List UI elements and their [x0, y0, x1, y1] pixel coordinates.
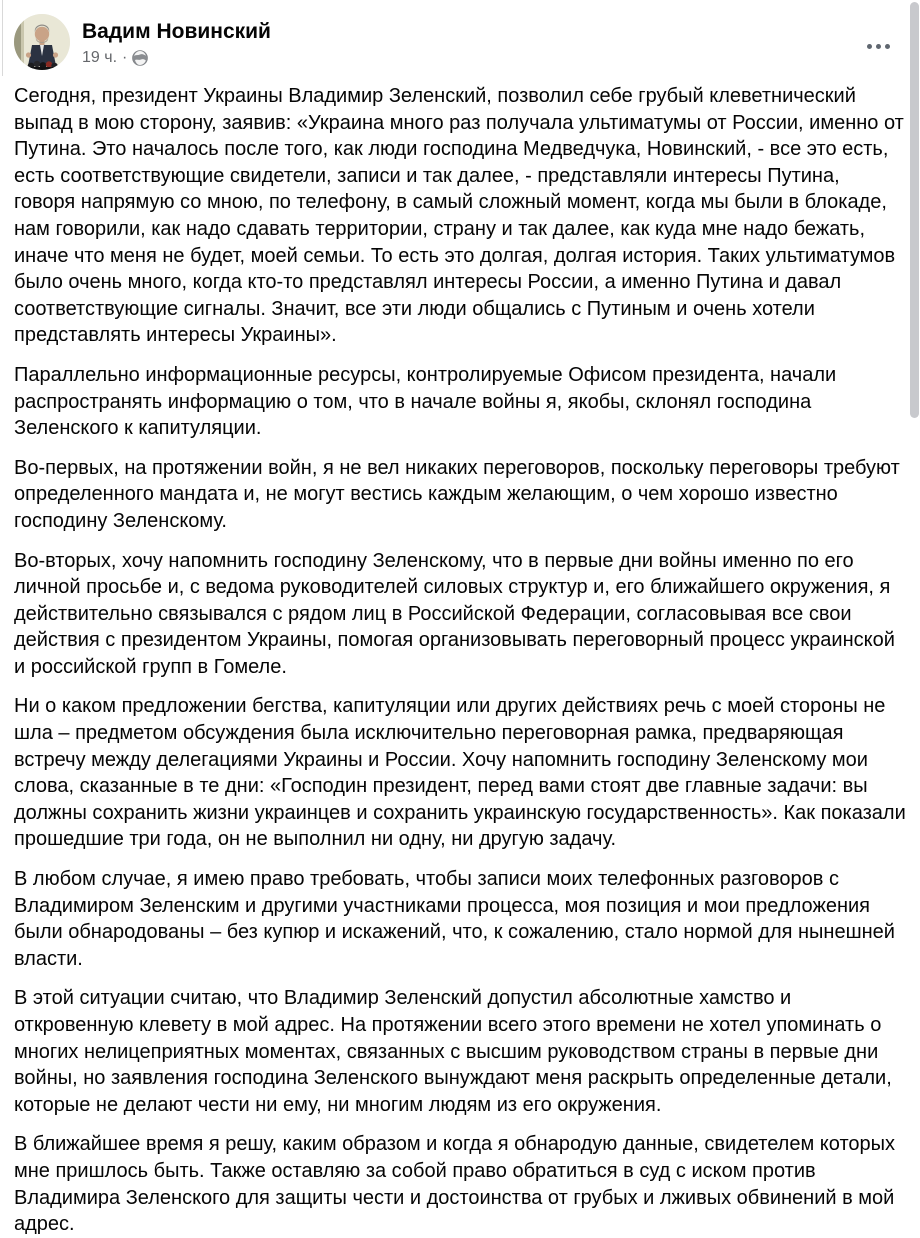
post-paragraph: Во-вторых, хочу напомнить господину Зеленскому, что в первые дни войны именно по его личной просьбе и, с ведома руководителей силовых структур и, его ближайшего окружения, я действительно связывался с рядом лиц в Российской Федерации, согласовывая все свои действия с президентом Украины, помогая организовывать переговорный процесс украинской и российской групп в Гомеле.	[14, 549, 895, 678]
post-paragraph: В любом случае, я имею право требовать, чтобы записи моих телефонных разговоров с Владимиром Зеленским и другими участниками процесса, моя позиция и мои предложения были обнародованы – без купюр и искажений, что, к сожалению, стало нормой для нынешней власти.	[14, 868, 895, 970]
globe-icon	[132, 50, 148, 66]
ellipsis-icon	[885, 44, 890, 49]
post-header	[0, 0, 920, 70]
ellipsis-icon	[876, 44, 881, 49]
post-menu-button[interactable]	[859, 36, 898, 57]
timestamp[interactable]: 19 ч.	[82, 49, 118, 66]
post-paragraph: В этой ситуации считаю, что Владимир Зеленский допустил абсолютные хамство и откровенную клевету в мой адрес. На протяжении всего этого времени не хотел упоминать о многих нелицеприятных моментах, связанных с высшим руководством страны в первые дни войны, но заявления господина Зеленского вынуждают меня раскрыть определенные детали, которые не делают чести ни ему, ни многим людям из его окружения.	[14, 987, 892, 1116]
post-paragraph: В ближайшее время я решу, каким образом и когда я обнародую данные, свидетелем которых мне пришлось быть. Также оставляю за собой право обратиться в суд с иском против Владимира Зеленского для защиты чести и достоинства от грубых и лживых обвинений в мой адрес.	[14, 1133, 895, 1236]
meta-separator: ·	[122, 49, 128, 66]
avatar-image	[14, 14, 70, 70]
ellipsis-icon	[867, 44, 872, 49]
post-paragraph: Параллельно информационные ресурсы, контролируемые Офисом президента, начали распространять информацию о том, что в начале войны я, якобы, склонял господина Зеленского к капитуляции.	[14, 363, 837, 440]
post-paragraph: Во-первых, на протяжении войн, я не вел никаких переговоров, поскольку переговоры требуют определенного мандата и, не могут вестись каждым желающим, о чем хорошо известно господину Зеленскому.	[14, 456, 900, 532]
post-body	[0, 70, 920, 1238]
post-paragraph: Сегодня, президент Украины Владимир Зеленский, позволил себе грубый клеветнический выпад в мою сторону, заявив: «Украина много раз получала ультиматумы от России, именно от Путина. Это началось после того, как люди господина Медведчука, Новинский, - все это есть, есть соответствующие свидетели, записи и так далее, - представляли интересы Путина, говоря напрямую со мною, по телефону, в самый сложный момент, когда мы были в блокаде, нам говорили, как надо сдавать территории, страну и так далее, как куда мне надо бежать, иначе что меня не будет, моей семьи. То есть это долгая, долгая история. Таких ультиматумов было очень много, когда кто-то представлял интересы России, а именно Путина и давал соответствующие сигналы. Значит, все эти люди общались с Путиным и очень хотели представлять интересы Украины».	[14, 85, 904, 347]
avatar[interactable]	[14, 14, 70, 70]
scrollbar-thumb[interactable]	[910, 2, 919, 418]
post-paragraph: Ни о каком предложении бегства, капитуляции или других действиях речь с моей стороны не шла – предметом обсуждения была исключительно переговорная рамка, предваряющая встречу между делегациями Украины и России. Хочу напомнить господину Зеленскому мои слова, сказанные в те дни: «Господин президент, перед вами стоят две главные задачи: вы должны сохранить жизни украинцев и сохранить украинскую государственность». Как показали прошедшие три года, он не выполнил ни одну, ни другую задачу.	[14, 695, 906, 851]
screenshot-edge-artifact	[2, 0, 3, 76]
post-meta[interactable]	[82, 49, 271, 67]
author-name[interactable]: Вадим Новинский	[82, 20, 271, 43]
header-info	[82, 14, 271, 67]
